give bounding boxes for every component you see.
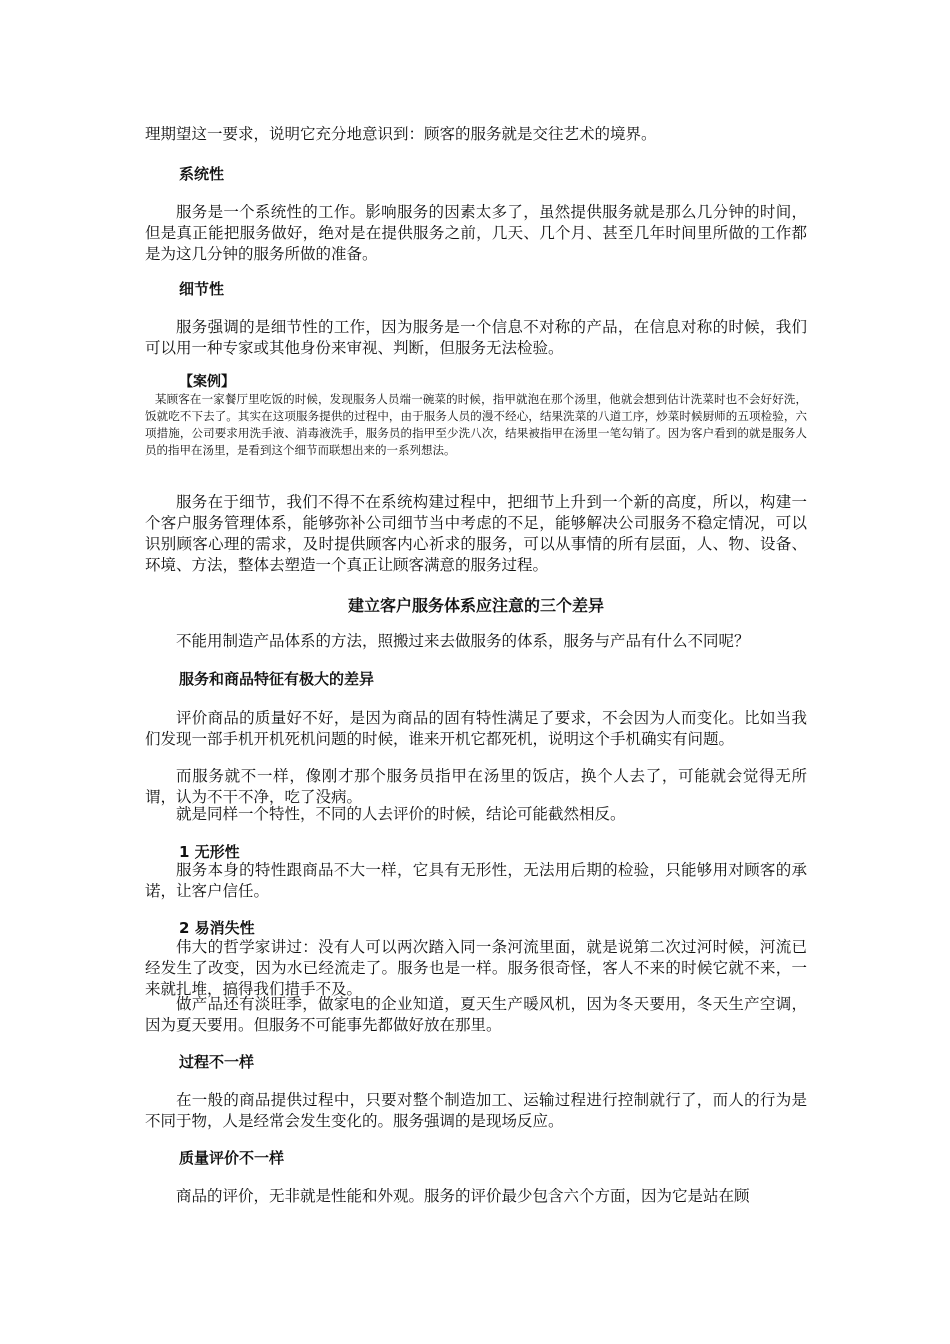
systematic-paragraph: 服务是一个系统性的工作。影响服务的因素太多了，虽然提供服务就是那么几分钟的时间，但是真正能把服务做好，绝对是在提供服务之前，几天、几个月、甚至几年时间里所做的工作都是为这几分钟的服务所做的准备。 [145, 203, 807, 263]
diff-paragraph-1: 评价商品的质量好不好，是因为商品的固有特性满足了要求，不会因为人而变化。比如当我们发现一部手机开机死机问题的时候，谁来开机它都死机，说明这个手机确实有问题。 [145, 709, 807, 748]
heading-quality: 质量评价不一样 [179, 1149, 285, 1167]
diff-paragraph-3: 就是同样一个特性，不同的人去评价的时候，结论可能截然相反。 [176, 805, 626, 823]
perishable-paragraph-2: 做产品还有淡旺季，做家电的企业知道，夏天生产暖风机，因为冬天要用，冬天生产空调，因为夏天要用。但服务不可能事先都做好放在那里。 [145, 995, 807, 1034]
title-intro-paragraph: 不能用制造产品体系的方法，照搬过来去做服务的体系，服务与产品有什么不同呢？ [176, 632, 750, 650]
quality-paragraph: 商品的评价，无非就是性能和外观。服务的评价最少包含六个方面，因为它是站在顾 [176, 1187, 750, 1205]
perishable-paragraph-1: 伟大的哲学家讲过：没有人可以两次踏入同一条河流里面，就是说第二次过河时候，河流已经发生了改变，因为水已经流走了。服务也是一样。服务很奇怪，客人不来的时候它就不来，一来就扎堆，搞得我们措手不及。 [145, 938, 807, 998]
intangible-paragraph: 服务本身的特性跟商品不大一样，它具有无形性，无法用后期的检验，只能够用对顾客的承诺，让客户信任。 [145, 861, 807, 900]
process-paragraph: 在一般的商品提供过程中，只要对整个制造加工、运输过程进行控制就行了，而人的行为是不同于物，人是经常会发生变化的。服务强调的是现场反应。 [145, 1091, 807, 1130]
case-heading: 【案例】 [179, 374, 235, 390]
heading-systematic: 系统性 [179, 165, 225, 183]
intro-tail-paragraph: 理期望这一要求，说明它充分地意识到：顾客的服务就是交往艺术的境界。 [145, 125, 657, 143]
detail-paragraph: 服务强调的是细节性的工作，因为服务是一个信息不对称的产品，在信息对称的时候，我们可以用一种专家或其他身份来审视、判断，但服务无法检验。 [145, 318, 807, 357]
heading-intangible: 1 无形性 [179, 843, 240, 861]
heading-perishable: 2 易消失性 [179, 919, 255, 937]
detail-summary-paragraph: 服务在于细节，我们不得不在系统构建过程中，把细节上升到一个新的高度，所以，构建一个客户服务管理体系，能够弥补公司细节当中考虑的不足，能够解决公司服务不稳定情况，可以识别顾客心理的需求，及时提供顾客内心祈求的服务，可以从事情的所有层面，人、物、设备、环境、方法，整体去塑造一个真正让顾客满意的服务过程。 [145, 493, 807, 574]
heading-detail: 细节性 [179, 280, 225, 298]
diff-paragraph-2: 而服务就不一样，像刚才那个服务员指甲在汤里的饭店，换个人去了，可能就会觉得无所谓，认为不干不净，吃了没病。 [145, 767, 807, 806]
case-paragraph: 某顾客在一家餐厅里吃饭的时候，发现服务人员端一碗菜的时候，指甲就泡在那个汤里，他就会想到估计洗菜时也不会好好洗，饭就吃不下去了。其实在这项服务提供的过程中，由于服务人员的漫不经心，结果洗菜的八道工序，炒菜时候厨师的五项检验，六项措施，公司要求用洗手液、消毒液洗手，服务员的指甲至少洗八次，结果被指甲在汤里一笔勾销了。因为客户看到的就是服务人员的指甲在汤里，是看到这个细节而联想出来的一系列想法。 [145, 392, 807, 457]
section-title: 建立客户服务体系应注意的三个差异 [347, 596, 604, 615]
heading-diff-service-goods: 服务和商品特征有极大的差异 [179, 670, 375, 688]
heading-process: 过程不一样 [179, 1053, 255, 1071]
